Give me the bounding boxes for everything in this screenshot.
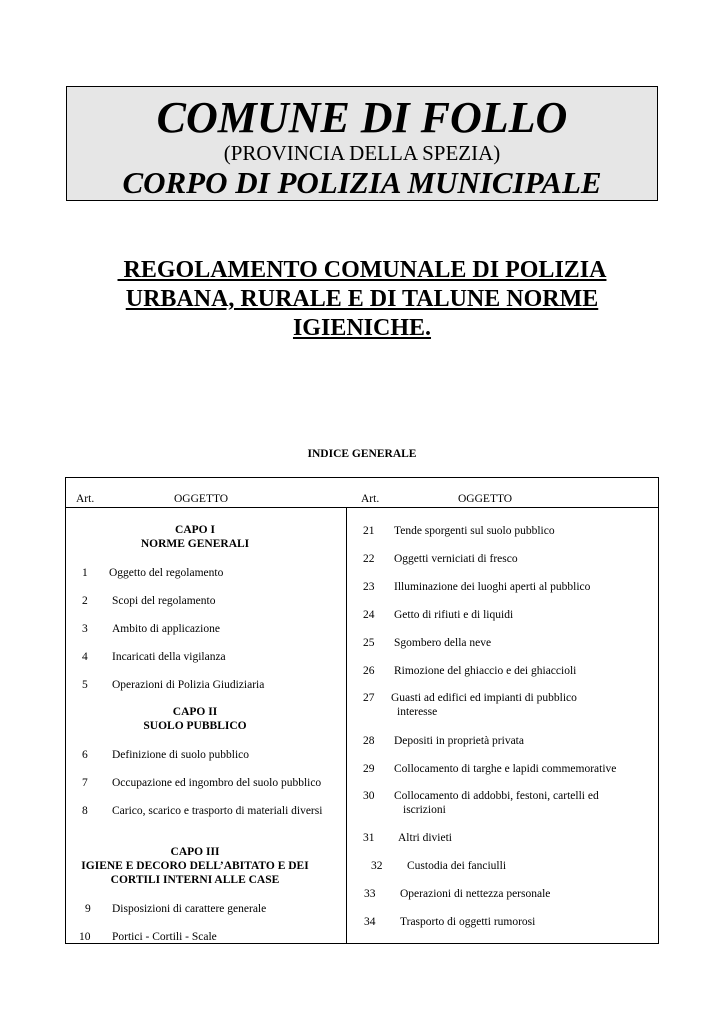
index-title: INDICE GENERALE: [307, 448, 417, 460]
right-item-text: Collocamento di addobbi, festoni, cartelli ed: [394, 790, 599, 802]
left-item-num: 8: [82, 805, 88, 817]
right-item-num: 28: [363, 735, 375, 747]
right-item-text: Altri divieti: [398, 832, 452, 844]
right-art-header: Art.: [361, 493, 380, 505]
right-item-text: Operazioni di nettezza personale: [400, 888, 551, 900]
left-item-num: 3: [82, 623, 88, 635]
left-item-text: Oggetto del regolamento: [109, 567, 224, 579]
left-item-num: 5: [82, 679, 88, 691]
right-item-text-cont: iscrizioni: [403, 804, 446, 816]
right-item-text: Getto di rifiuti e di liquidi: [394, 609, 514, 621]
right-item-num: 27: [363, 692, 375, 704]
right-item-text: Tende sporgenti sul suolo pubblico: [394, 525, 555, 537]
right-item-text-cont: interesse: [397, 706, 438, 718]
left-item-num: 10: [79, 931, 91, 943]
index-table: [65, 477, 659, 944]
capo-2-number: CAPO II: [172, 706, 218, 718]
right-item-num: 23: [363, 581, 375, 593]
left-item-num: 4: [82, 651, 88, 663]
capo-1-name: NORME GENERALI: [140, 538, 250, 550]
right-item-num: 32: [371, 860, 383, 872]
right-item-text: Sgombero della neve: [394, 637, 492, 649]
left-item-num: 6: [82, 749, 88, 761]
left-item-num: 7: [82, 777, 88, 789]
right-item-text: Guasti ad edifici ed impianti di pubblico: [391, 692, 577, 704]
right-object-header: OGGETTO: [458, 493, 513, 505]
right-item-num: 22: [363, 553, 375, 565]
right-item-num: 25: [363, 637, 375, 649]
regulation-title-line-1: REGOLAMENTO COMUNALE DI POLIZIA: [117, 257, 607, 283]
right-item-text: Collocamento di targhe e lapidi commemorative: [394, 763, 617, 775]
municipality-title: COMUNE DI FOLLO: [156, 93, 568, 142]
capo-3-name-line-2: CORTILI INTERNI ALLE CASE: [110, 874, 280, 886]
header-box: [66, 86, 658, 201]
right-item-num: 21: [363, 525, 375, 537]
right-item-num: 33: [364, 888, 376, 900]
left-item-num: 9: [85, 903, 91, 915]
right-item-text: Trasporto di oggetti rumorosi: [400, 916, 536, 928]
left-item-text: Incaricati della vigilanza: [112, 651, 226, 663]
capo-3-name-line-1: IGIENE E DECORO DELL’ABITATO E DEI: [81, 860, 309, 872]
left-item-num: 2: [82, 595, 88, 607]
header-divider: [66, 507, 658, 508]
right-item-text: Rimozione del ghiaccio e dei ghiaccioli: [394, 665, 577, 677]
province-subtitle: (PROVINCIA DELLA SPEZIA): [223, 141, 501, 165]
left-item-text: Carico, scarico e trasporto di materiali diversi: [112, 805, 323, 817]
left-item-text: Disposizioni di carattere generale: [112, 903, 267, 915]
capo-2-name: SUOLO PUBBLICO: [143, 720, 247, 732]
left-item-text: Definizione di suolo pubblico: [112, 749, 250, 761]
right-item-num: 24: [363, 609, 375, 621]
capo-1-number: CAPO I: [175, 524, 215, 536]
regulation-title: [100, 256, 624, 343]
left-item-text: Scopi del regolamento: [112, 595, 216, 607]
column-divider: [346, 507, 347, 943]
left-item-text: Portici - Cortili - Scale: [112, 931, 217, 943]
left-item-text: Occupazione ed ingombro del suolo pubblico: [112, 777, 322, 789]
left-item-text: Operazioni di Polizia Giudiziaria: [112, 679, 265, 691]
left-object-header: OGGETTO: [174, 493, 229, 505]
police-corps-title: CORPO DI POLIZIA MUNICIPALE: [122, 165, 602, 200]
right-item-num: 31: [363, 832, 375, 844]
right-item-text: Depositi in proprietà privata: [394, 735, 524, 747]
left-item-text: Ambito di applicazione: [112, 623, 220, 635]
left-art-header: Art.: [76, 493, 95, 505]
right-item-text: Custodia dei fanciulli: [407, 860, 507, 872]
regulation-title-line-3: IGIENICHE.: [292, 315, 432, 341]
right-item-num: 26: [363, 665, 375, 677]
right-item-num: 34: [364, 916, 376, 928]
left-item-num: 1: [82, 567, 88, 579]
right-item-num: 30: [363, 790, 375, 802]
right-item-num: 29: [363, 763, 375, 775]
right-item-text: Oggetti verniciati di fresco: [394, 553, 518, 565]
right-item-text: Illuminazione dei luoghi aperti al pubblico: [394, 581, 591, 593]
capo-3-number: CAPO III: [170, 846, 220, 858]
regulation-title-line-2: URBANA, RURALE E DI TALUNE NORME: [125, 286, 599, 312]
